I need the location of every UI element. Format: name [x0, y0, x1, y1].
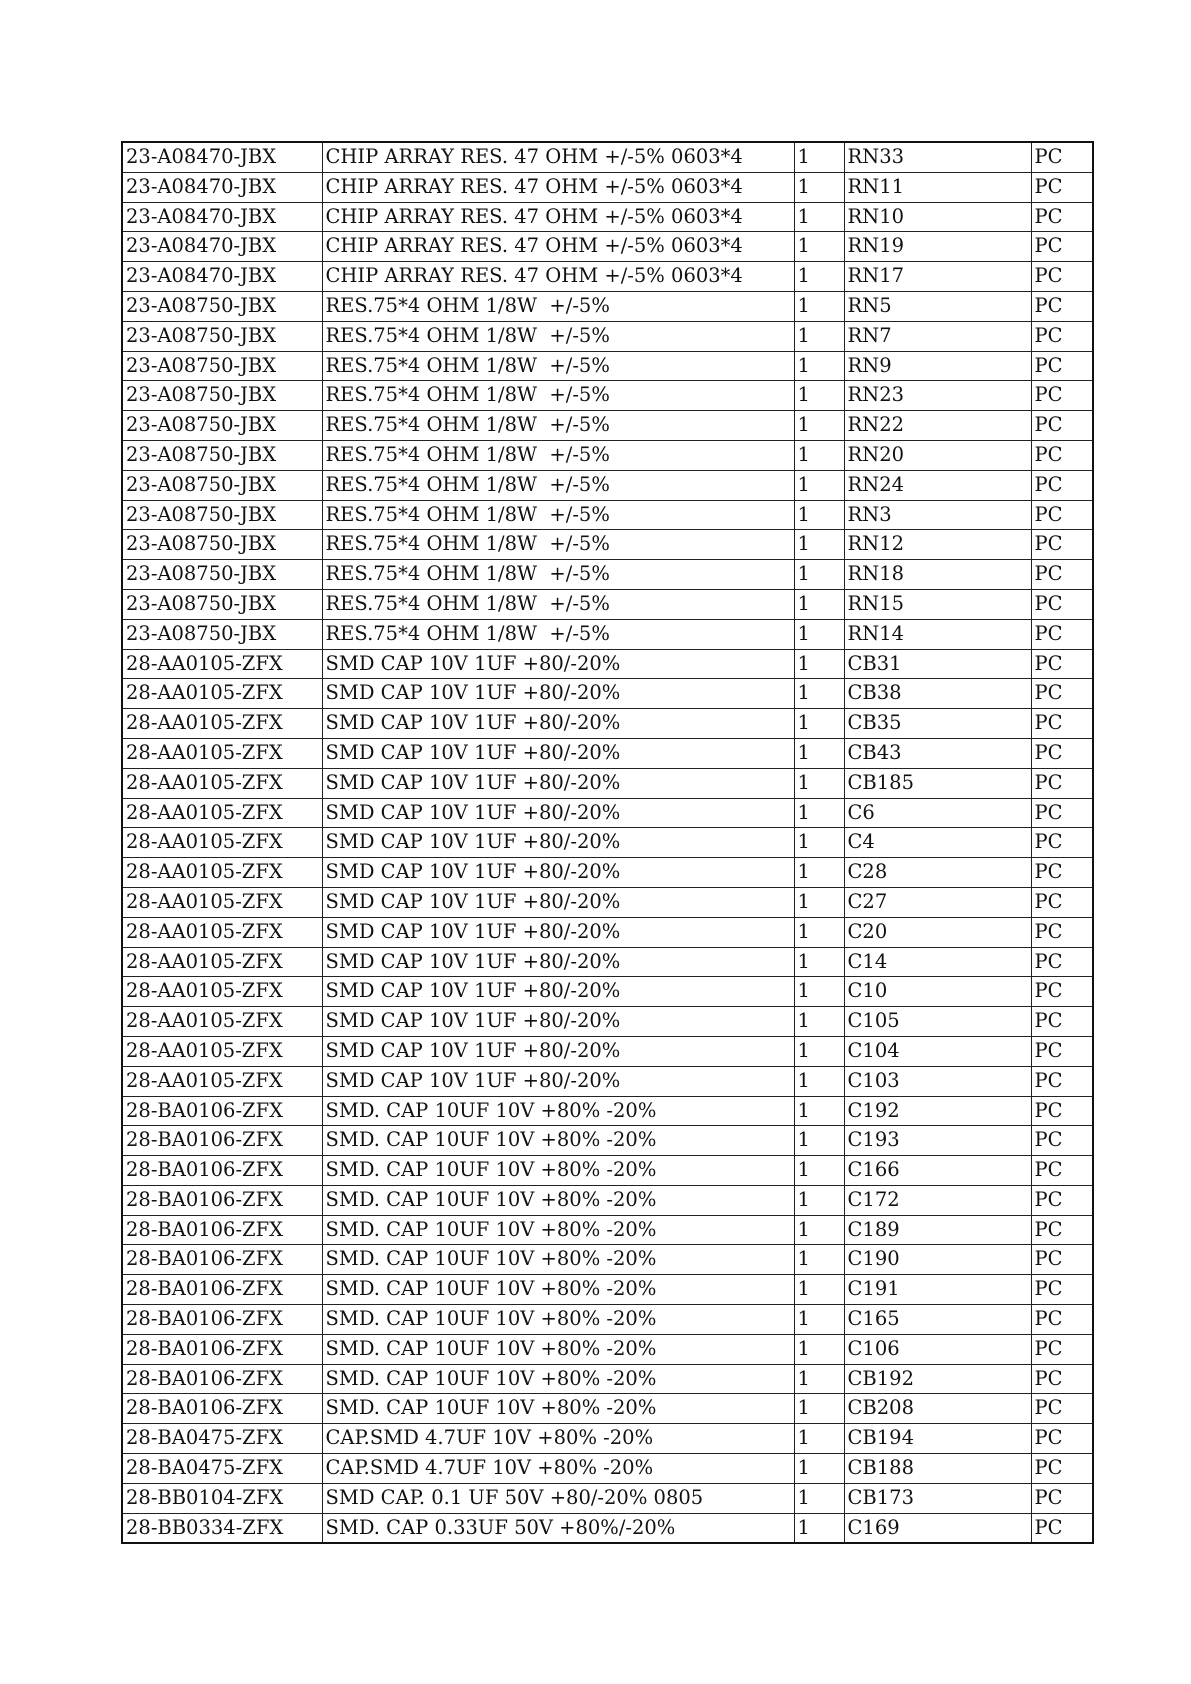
part-number-cell: 28-BA0106-ZFX: [122, 1185, 322, 1215]
quantity-cell: 1: [794, 411, 844, 441]
description-cell: RES.75*4 OHM 1/8W +/-5%: [322, 619, 794, 649]
table-row: [122, 411, 1093, 441]
table-row: [122, 291, 1093, 321]
part-number-cell: 23-A08750-JBX: [122, 500, 322, 530]
reference-designator-cell: CB208: [844, 1394, 1031, 1424]
part-number-cell: 28-AA0105-ZFX: [122, 738, 322, 768]
table-row: [122, 1275, 1093, 1305]
description-cell: SMD. CAP 10UF 10V +80% -20%: [322, 1156, 794, 1186]
quantity-cell: 1: [794, 619, 844, 649]
description-cell: RES.75*4 OHM 1/8W +/-5%: [322, 470, 794, 500]
part-number-cell: 28-AA0105-ZFX: [122, 768, 322, 798]
reference-designator-cell: C172: [844, 1185, 1031, 1215]
quantity-cell: 1: [794, 1483, 844, 1513]
reference-designator-cell: RN22: [844, 411, 1031, 441]
description-cell: RES.75*4 OHM 1/8W +/-5%: [322, 530, 794, 560]
part-number-cell: 28-BA0106-ZFX: [122, 1215, 322, 1245]
unit-cell: PC: [1031, 1513, 1093, 1543]
description-cell: SMD. CAP 10UF 10V +80% -20%: [322, 1096, 794, 1126]
part-number-cell: 23-A08750-JBX: [122, 321, 322, 351]
table-row: [122, 232, 1093, 262]
unit-cell: PC: [1031, 1394, 1093, 1424]
part-number-cell: 23-A08750-JBX: [122, 589, 322, 619]
description-cell: CAP.SMD 4.7UF 10V +80% -20%: [322, 1424, 794, 1454]
description-cell: CHIP ARRAY RES. 47 OHM +/-5% 0603*4: [322, 262, 794, 292]
unit-cell: PC: [1031, 530, 1093, 560]
unit-cell: PC: [1031, 1066, 1093, 1096]
unit-cell: PC: [1031, 1245, 1093, 1275]
table-row: [122, 649, 1093, 679]
part-number-cell: 28-BA0106-ZFX: [122, 1245, 322, 1275]
reference-designator-cell: C190: [844, 1245, 1031, 1275]
table-row: [122, 440, 1093, 470]
part-number-cell: 23-A08750-JBX: [122, 560, 322, 590]
unit-cell: PC: [1031, 1007, 1093, 1037]
quantity-cell: 1: [794, 142, 844, 172]
description-cell: SMD. CAP 10UF 10V +80% -20%: [322, 1394, 794, 1424]
part-number-cell: 28-AA0105-ZFX: [122, 709, 322, 739]
unit-cell: PC: [1031, 1305, 1093, 1335]
part-number-cell: 28-AA0105-ZFX: [122, 798, 322, 828]
unit-cell: PC: [1031, 470, 1093, 500]
quantity-cell: 1: [794, 1394, 844, 1424]
part-number-cell: 28-AA0105-ZFX: [122, 649, 322, 679]
reference-designator-cell: RN9: [844, 351, 1031, 381]
part-number-cell: 28-AA0105-ZFX: [122, 1036, 322, 1066]
table-row: [122, 1066, 1093, 1096]
description-cell: RES.75*4 OHM 1/8W +/-5%: [322, 589, 794, 619]
quantity-cell: 1: [794, 947, 844, 977]
quantity-cell: 1: [794, 798, 844, 828]
unit-cell: PC: [1031, 381, 1093, 411]
part-number-cell: 23-A08470-JBX: [122, 202, 322, 232]
reference-designator-cell: RN18: [844, 560, 1031, 590]
unit-cell: PC: [1031, 1126, 1093, 1156]
table-row: [122, 351, 1093, 381]
quantity-cell: 1: [794, 1245, 844, 1275]
table-row: [122, 1126, 1093, 1156]
description-cell: SMD CAP 10V 1UF +80/-20%: [322, 768, 794, 798]
quantity-cell: 1: [794, 321, 844, 351]
unit-cell: PC: [1031, 1036, 1093, 1066]
part-number-cell: 28-AA0105-ZFX: [122, 1007, 322, 1037]
description-cell: RES.75*4 OHM 1/8W +/-5%: [322, 291, 794, 321]
part-number-cell: 28-BA0475-ZFX: [122, 1424, 322, 1454]
reference-designator-cell: RN11: [844, 172, 1031, 202]
quantity-cell: 1: [794, 679, 844, 709]
reference-designator-cell: C27: [844, 887, 1031, 917]
reference-designator-cell: CB35: [844, 709, 1031, 739]
part-number-cell: 28-BB0334-ZFX: [122, 1513, 322, 1543]
bom-table: [121, 141, 1094, 1544]
part-number-cell: 23-A08750-JBX: [122, 619, 322, 649]
part-number-cell: 23-A08750-JBX: [122, 291, 322, 321]
part-number-cell: 23-A08750-JBX: [122, 411, 322, 441]
part-number-cell: 23-A08750-JBX: [122, 351, 322, 381]
part-number-cell: 28-AA0105-ZFX: [122, 947, 322, 977]
table-row: [122, 917, 1093, 947]
quantity-cell: 1: [794, 709, 844, 739]
description-cell: CHIP ARRAY RES. 47 OHM +/-5% 0603*4: [322, 172, 794, 202]
reference-designator-cell: C169: [844, 1513, 1031, 1543]
description-cell: SMD. CAP 0.33UF 50V +80%/-20%: [322, 1513, 794, 1543]
unit-cell: PC: [1031, 1185, 1093, 1215]
unit-cell: PC: [1031, 560, 1093, 590]
quantity-cell: 1: [794, 560, 844, 590]
quantity-cell: 1: [794, 977, 844, 1007]
description-cell: SMD CAP 10V 1UF +80/-20%: [322, 887, 794, 917]
description-cell: RES.75*4 OHM 1/8W +/-5%: [322, 500, 794, 530]
unit-cell: PC: [1031, 142, 1093, 172]
quantity-cell: 1: [794, 232, 844, 262]
unit-cell: PC: [1031, 411, 1093, 441]
reference-designator-cell: CB31: [844, 649, 1031, 679]
table-row: [122, 828, 1093, 858]
table-row: [122, 798, 1093, 828]
quantity-cell: 1: [794, 470, 844, 500]
unit-cell: PC: [1031, 500, 1093, 530]
description-cell: SMD CAP 10V 1UF +80/-20%: [322, 917, 794, 947]
quantity-cell: 1: [794, 351, 844, 381]
unit-cell: PC: [1031, 679, 1093, 709]
quantity-cell: 1: [794, 1454, 844, 1484]
unit-cell: PC: [1031, 947, 1093, 977]
reference-designator-cell: RN20: [844, 440, 1031, 470]
quantity-cell: 1: [794, 500, 844, 530]
quantity-cell: 1: [794, 768, 844, 798]
reference-designator-cell: CB43: [844, 738, 1031, 768]
table-row: [122, 1096, 1093, 1126]
unit-cell: PC: [1031, 440, 1093, 470]
quantity-cell: 1: [794, 1305, 844, 1335]
description-cell: SMD CAP 10V 1UF +80/-20%: [322, 649, 794, 679]
table-row: [122, 1036, 1093, 1066]
quantity-cell: 1: [794, 530, 844, 560]
part-number-cell: 28-BA0106-ZFX: [122, 1305, 322, 1335]
table-row: [122, 947, 1093, 977]
quantity-cell: 1: [794, 649, 844, 679]
reference-designator-cell: CB188: [844, 1454, 1031, 1484]
unit-cell: PC: [1031, 738, 1093, 768]
reference-designator-cell: CB38: [844, 679, 1031, 709]
table-row: [122, 470, 1093, 500]
reference-designator-cell: RN15: [844, 589, 1031, 619]
table-row: [122, 589, 1093, 619]
unit-cell: PC: [1031, 1334, 1093, 1364]
table-row: [122, 1364, 1093, 1394]
part-number-cell: 28-AA0105-ZFX: [122, 917, 322, 947]
description-cell: RES.75*4 OHM 1/8W +/-5%: [322, 440, 794, 470]
unit-cell: PC: [1031, 589, 1093, 619]
quantity-cell: 1: [794, 858, 844, 888]
reference-designator-cell: C6: [844, 798, 1031, 828]
table-row: [122, 530, 1093, 560]
description-cell: SMD. CAP 10UF 10V +80% -20%: [322, 1334, 794, 1364]
reference-designator-cell: RN12: [844, 530, 1031, 560]
table-row: [122, 1156, 1093, 1186]
part-number-cell: 28-BA0106-ZFX: [122, 1364, 322, 1394]
description-cell: SMD. CAP 10UF 10V +80% -20%: [322, 1245, 794, 1275]
table-row: [122, 619, 1093, 649]
reference-designator-cell: CB192: [844, 1364, 1031, 1394]
description-cell: SMD CAP 10V 1UF +80/-20%: [322, 977, 794, 1007]
part-number-cell: 28-AA0105-ZFX: [122, 1066, 322, 1096]
unit-cell: PC: [1031, 232, 1093, 262]
unit-cell: PC: [1031, 262, 1093, 292]
unit-cell: PC: [1031, 1275, 1093, 1305]
reference-designator-cell: C189: [844, 1215, 1031, 1245]
part-number-cell: 28-BA0106-ZFX: [122, 1096, 322, 1126]
part-number-cell: 23-A08470-JBX: [122, 142, 322, 172]
description-cell: SMD CAP 10V 1UF +80/-20%: [322, 1066, 794, 1096]
reference-designator-cell: RN3: [844, 500, 1031, 530]
description-cell: SMD. CAP 10UF 10V +80% -20%: [322, 1215, 794, 1245]
unit-cell: PC: [1031, 321, 1093, 351]
description-cell: RES.75*4 OHM 1/8W +/-5%: [322, 351, 794, 381]
part-number-cell: 28-AA0105-ZFX: [122, 828, 322, 858]
part-number-cell: 28-AA0105-ZFX: [122, 977, 322, 1007]
unit-cell: PC: [1031, 291, 1093, 321]
table-row: [122, 768, 1093, 798]
table-row: [122, 172, 1093, 202]
table-row: [122, 887, 1093, 917]
unit-cell: PC: [1031, 1096, 1093, 1126]
quantity-cell: 1: [794, 1007, 844, 1037]
reference-designator-cell: C193: [844, 1126, 1031, 1156]
table-row: [122, 858, 1093, 888]
unit-cell: PC: [1031, 1424, 1093, 1454]
unit-cell: PC: [1031, 887, 1093, 917]
unit-cell: PC: [1031, 619, 1093, 649]
unit-cell: PC: [1031, 351, 1093, 381]
table-row: [122, 738, 1093, 768]
part-number-cell: 28-BA0106-ZFX: [122, 1156, 322, 1186]
table-row: [122, 1454, 1093, 1484]
quantity-cell: 1: [794, 381, 844, 411]
quantity-cell: 1: [794, 172, 844, 202]
unit-cell: PC: [1031, 977, 1093, 1007]
quantity-cell: 1: [794, 1066, 844, 1096]
quantity-cell: 1: [794, 1513, 844, 1543]
part-number-cell: 28-BA0475-ZFX: [122, 1454, 322, 1484]
reference-designator-cell: C4: [844, 828, 1031, 858]
reference-designator-cell: C191: [844, 1275, 1031, 1305]
part-number-cell: 23-A08470-JBX: [122, 262, 322, 292]
description-cell: SMD CAP 10V 1UF +80/-20%: [322, 798, 794, 828]
reference-designator-cell: CB173: [844, 1483, 1031, 1513]
unit-cell: PC: [1031, 768, 1093, 798]
unit-cell: PC: [1031, 709, 1093, 739]
table-row: [122, 202, 1093, 232]
part-number-cell: 28-AA0105-ZFX: [122, 679, 322, 709]
description-cell: SMD. CAP 10UF 10V +80% -20%: [322, 1185, 794, 1215]
reference-designator-cell: C14: [844, 947, 1031, 977]
description-cell: SMD CAP 10V 1UF +80/-20%: [322, 679, 794, 709]
quantity-cell: 1: [794, 1275, 844, 1305]
table-row: [122, 321, 1093, 351]
quantity-cell: 1: [794, 262, 844, 292]
description-cell: CHIP ARRAY RES. 47 OHM +/-5% 0603*4: [322, 202, 794, 232]
description-cell: CAP.SMD 4.7UF 10V +80% -20%: [322, 1454, 794, 1484]
unit-cell: PC: [1031, 1483, 1093, 1513]
reference-designator-cell: RN7: [844, 321, 1031, 351]
reference-designator-cell: C105: [844, 1007, 1031, 1037]
description-cell: SMD. CAP 10UF 10V +80% -20%: [322, 1126, 794, 1156]
unit-cell: PC: [1031, 1215, 1093, 1245]
quantity-cell: 1: [794, 1215, 844, 1245]
reference-designator-cell: RN5: [844, 291, 1031, 321]
quantity-cell: 1: [794, 738, 844, 768]
part-number-cell: 28-BA0106-ZFX: [122, 1126, 322, 1156]
unit-cell: PC: [1031, 202, 1093, 232]
quantity-cell: 1: [794, 1185, 844, 1215]
description-cell: SMD. CAP 10UF 10V +80% -20%: [322, 1275, 794, 1305]
description-cell: SMD CAP 10V 1UF +80/-20%: [322, 828, 794, 858]
quantity-cell: 1: [794, 1036, 844, 1066]
table-row: [122, 1483, 1093, 1513]
table-row: [122, 1185, 1093, 1215]
reference-designator-cell: C10: [844, 977, 1031, 1007]
part-number-cell: 23-A08470-JBX: [122, 232, 322, 262]
quantity-cell: 1: [794, 1364, 844, 1394]
reference-designator-cell: C165: [844, 1305, 1031, 1335]
reference-designator-cell: C103: [844, 1066, 1031, 1096]
table-row: [122, 1394, 1093, 1424]
description-cell: SMD CAP 10V 1UF +80/-20%: [322, 1007, 794, 1037]
quantity-cell: 1: [794, 291, 844, 321]
unit-cell: PC: [1031, 649, 1093, 679]
description-cell: RES.75*4 OHM 1/8W +/-5%: [322, 411, 794, 441]
description-cell: CHIP ARRAY RES. 47 OHM +/-5% 0603*4: [322, 232, 794, 262]
description-cell: SMD. CAP 10UF 10V +80% -20%: [322, 1305, 794, 1335]
reference-designator-cell: RN14: [844, 619, 1031, 649]
quantity-cell: 1: [794, 589, 844, 619]
unit-cell: PC: [1031, 828, 1093, 858]
description-cell: CHIP ARRAY RES. 47 OHM +/-5% 0603*4: [322, 142, 794, 172]
table-row: [122, 381, 1093, 411]
table-row: [122, 1007, 1093, 1037]
table-row: [122, 679, 1093, 709]
description-cell: RES.75*4 OHM 1/8W +/-5%: [322, 321, 794, 351]
unit-cell: PC: [1031, 172, 1093, 202]
description-cell: RES.75*4 OHM 1/8W +/-5%: [322, 381, 794, 411]
quantity-cell: 1: [794, 828, 844, 858]
description-cell: SMD CAP 10V 1UF +80/-20%: [322, 709, 794, 739]
reference-designator-cell: RN19: [844, 232, 1031, 262]
quantity-cell: 1: [794, 1156, 844, 1186]
table-row: [122, 1215, 1093, 1245]
description-cell: RES.75*4 OHM 1/8W +/-5%: [322, 560, 794, 590]
reference-designator-cell: C104: [844, 1036, 1031, 1066]
quantity-cell: 1: [794, 440, 844, 470]
table-row: [122, 1305, 1093, 1335]
quantity-cell: 1: [794, 1096, 844, 1126]
part-number-cell: 28-AA0105-ZFX: [122, 887, 322, 917]
description-cell: SMD CAP 10V 1UF +80/-20%: [322, 858, 794, 888]
part-number-cell: 23-A08470-JBX: [122, 172, 322, 202]
description-cell: SMD CAP 10V 1UF +80/-20%: [322, 947, 794, 977]
reference-designator-cell: RN23: [844, 381, 1031, 411]
reference-designator-cell: RN17: [844, 262, 1031, 292]
part-number-cell: 23-A08750-JBX: [122, 381, 322, 411]
table-row: [122, 1245, 1093, 1275]
table-row: [122, 1334, 1093, 1364]
quantity-cell: 1: [794, 202, 844, 232]
quantity-cell: 1: [794, 1334, 844, 1364]
table-row: [122, 500, 1093, 530]
unit-cell: PC: [1031, 1364, 1093, 1394]
description-cell: SMD CAP 10V 1UF +80/-20%: [322, 1036, 794, 1066]
part-number-cell: 23-A08750-JBX: [122, 470, 322, 500]
table-row: [122, 1513, 1093, 1543]
table-row: [122, 1424, 1093, 1454]
part-number-cell: 28-BA0106-ZFX: [122, 1334, 322, 1364]
table-row: [122, 560, 1093, 590]
reference-designator-cell: CB194: [844, 1424, 1031, 1454]
table-row: [122, 977, 1093, 1007]
table-row: [122, 709, 1093, 739]
unit-cell: PC: [1031, 858, 1093, 888]
reference-designator-cell: C28: [844, 858, 1031, 888]
part-number-cell: 28-BB0104-ZFX: [122, 1483, 322, 1513]
reference-designator-cell: CB185: [844, 768, 1031, 798]
description-cell: SMD. CAP 10UF 10V +80% -20%: [322, 1364, 794, 1394]
quantity-cell: 1: [794, 1424, 844, 1454]
quantity-cell: 1: [794, 1126, 844, 1156]
part-number-cell: 28-BA0106-ZFX: [122, 1394, 322, 1424]
bom-body: [122, 142, 1093, 1543]
reference-designator-cell: RN10: [844, 202, 1031, 232]
table-row: [122, 262, 1093, 292]
reference-designator-cell: C192: [844, 1096, 1031, 1126]
part-number-cell: 23-A08750-JBX: [122, 530, 322, 560]
part-number-cell: 28-AA0105-ZFX: [122, 858, 322, 888]
quantity-cell: 1: [794, 917, 844, 947]
reference-designator-cell: RN24: [844, 470, 1031, 500]
description-cell: SMD CAP. 0.1 UF 50V +80/-20% 0805: [322, 1483, 794, 1513]
reference-designator-cell: C166: [844, 1156, 1031, 1186]
reference-designator-cell: RN33: [844, 142, 1031, 172]
unit-cell: PC: [1031, 1454, 1093, 1484]
unit-cell: PC: [1031, 798, 1093, 828]
part-number-cell: 23-A08750-JBX: [122, 440, 322, 470]
reference-designator-cell: C106: [844, 1334, 1031, 1364]
unit-cell: PC: [1031, 1156, 1093, 1186]
reference-designator-cell: C20: [844, 917, 1031, 947]
description-cell: SMD CAP 10V 1UF +80/-20%: [322, 738, 794, 768]
part-number-cell: 28-BA0106-ZFX: [122, 1275, 322, 1305]
table-row: [122, 142, 1093, 172]
quantity-cell: 1: [794, 887, 844, 917]
unit-cell: PC: [1031, 917, 1093, 947]
